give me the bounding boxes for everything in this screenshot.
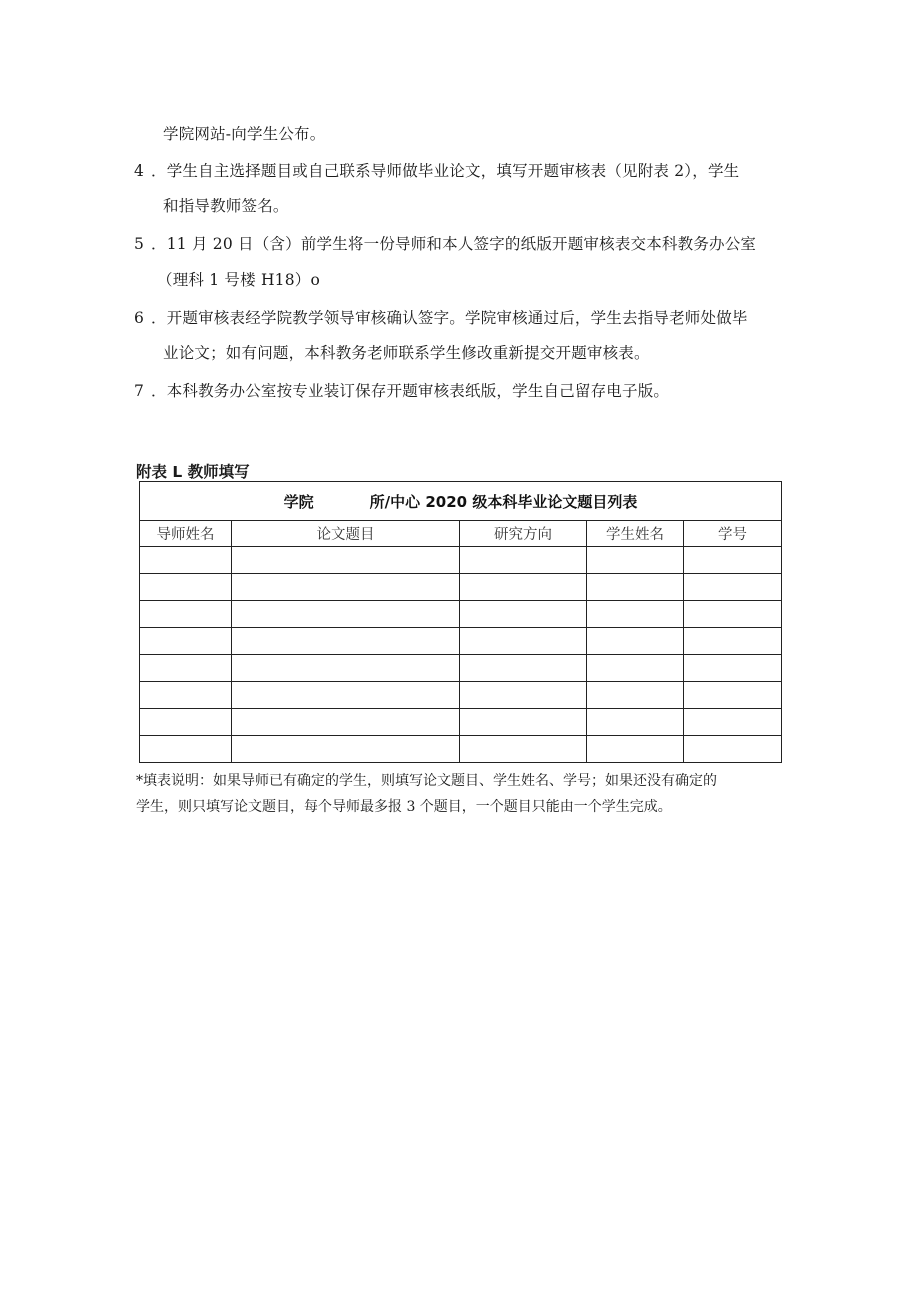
cell-advisor-name[interactable] — [140, 547, 232, 574]
step-number: 5 — [134, 235, 144, 253]
cell-student-name[interactable] — [587, 655, 684, 682]
cell-student-id[interactable] — [684, 709, 782, 736]
cell-advisor-name[interactable] — [140, 601, 232, 628]
cell-student-id[interactable] — [684, 682, 782, 709]
step-number: 4 — [134, 162, 144, 180]
cell-thesis-title[interactable] — [232, 655, 460, 682]
cell-student-name[interactable] — [587, 601, 684, 628]
table-row — [140, 682, 782, 709]
cell-research-direction[interactable] — [460, 547, 587, 574]
step-line: （理科 1 号楼 H18）o — [157, 271, 321, 289]
table-title — [140, 482, 782, 521]
cell-student-name[interactable] — [587, 628, 684, 655]
cell-thesis-title[interactable] — [232, 628, 460, 655]
header-advisor-name: 导师姓名 — [140, 521, 232, 547]
table-body — [140, 547, 782, 763]
step-number: 7 — [134, 382, 144, 400]
cell-student-id[interactable] — [684, 574, 782, 601]
cell-thesis-title[interactable] — [232, 736, 460, 763]
step-line: ．11 月 20 日（含）前学生将一份导师和本人签字的纸版开题审核表交本科教务办公室 — [151, 235, 757, 253]
step-line: ．本科教务办公室按专业装订保存开题审核表纸版，学生自己留存电子版。 — [151, 382, 670, 400]
table-row — [140, 547, 782, 574]
table-title-college: 学院 — [283, 492, 314, 511]
topic-list-table — [139, 481, 782, 763]
cell-research-direction[interactable] — [460, 655, 587, 682]
cell-student-name[interactable] — [587, 709, 684, 736]
cell-thesis-title[interactable] — [232, 547, 460, 574]
header-student-id: 学号 — [684, 521, 782, 547]
step-number: 6 — [134, 309, 144, 327]
cell-research-direction[interactable] — [460, 709, 587, 736]
cell-advisor-name[interactable] — [140, 682, 232, 709]
cell-advisor-name[interactable] — [140, 628, 232, 655]
table-row — [140, 601, 782, 628]
cell-student-id[interactable] — [684, 547, 782, 574]
cell-advisor-name[interactable] — [140, 736, 232, 763]
cell-student-name[interactable] — [587, 574, 684, 601]
step-line: 业论文；如有问题，本科教务老师联系学生修改重新提交开题审核表。 — [163, 344, 650, 362]
note-line: 学生，则只填写论文题目，每个导师最多报 3 个题目，一个题目只能由一个学生完成。 — [136, 799, 672, 815]
appendix-heading: 附表 L 教师填写 — [136, 463, 250, 481]
cell-student-name[interactable] — [587, 547, 684, 574]
header-research-direction: 研究方向 — [460, 521, 587, 547]
cell-advisor-name[interactable] — [140, 709, 232, 736]
header-student-name: 学生姓名 — [587, 521, 684, 547]
table-header-row — [140, 521, 782, 547]
cell-thesis-title[interactable] — [232, 709, 460, 736]
step-3-continuation: 学院网站-向学生公布。 — [163, 125, 326, 143]
table-row — [140, 709, 782, 736]
table-title-rest: 所/中心 2020 级本科毕业论文题目列表 — [369, 492, 638, 511]
cell-advisor-name[interactable] — [140, 574, 232, 601]
cell-student-name[interactable] — [587, 736, 684, 763]
cell-thesis-title[interactable] — [232, 574, 460, 601]
cell-advisor-name[interactable] — [140, 655, 232, 682]
cell-thesis-title[interactable] — [232, 682, 460, 709]
step-line: ．学生自主选择题目或自己联系导师做毕业论文，填写开题审核表（见附表 2），学生 — [151, 162, 740, 180]
table-row — [140, 736, 782, 763]
cell-student-id[interactable] — [684, 601, 782, 628]
cell-thesis-title[interactable] — [232, 601, 460, 628]
cell-student-name[interactable] — [587, 682, 684, 709]
step-line: ．开题审核表经学院教学领导审核确认签字。学院审核通过后，学生去指导老师处做毕 — [151, 309, 748, 327]
table-row — [140, 574, 782, 601]
cell-research-direction[interactable] — [460, 628, 587, 655]
cell-student-id[interactable] — [684, 736, 782, 763]
cell-research-direction[interactable] — [460, 574, 587, 601]
header-thesis-title: 论文题目 — [232, 521, 460, 547]
cell-research-direction[interactable] — [460, 736, 587, 763]
note-line: *填表说明：如果导师已有确定的学生，则填写论文题目、学生姓名、学号；如果还没有确定的 — [136, 773, 717, 789]
cell-research-direction[interactable] — [460, 682, 587, 709]
table-row — [140, 655, 782, 682]
cell-student-id[interactable] — [684, 655, 782, 682]
table-row — [140, 628, 782, 655]
cell-research-direction[interactable] — [460, 601, 587, 628]
step-line: 和指导教师签名。 — [163, 197, 289, 215]
cell-student-id[interactable] — [684, 628, 782, 655]
